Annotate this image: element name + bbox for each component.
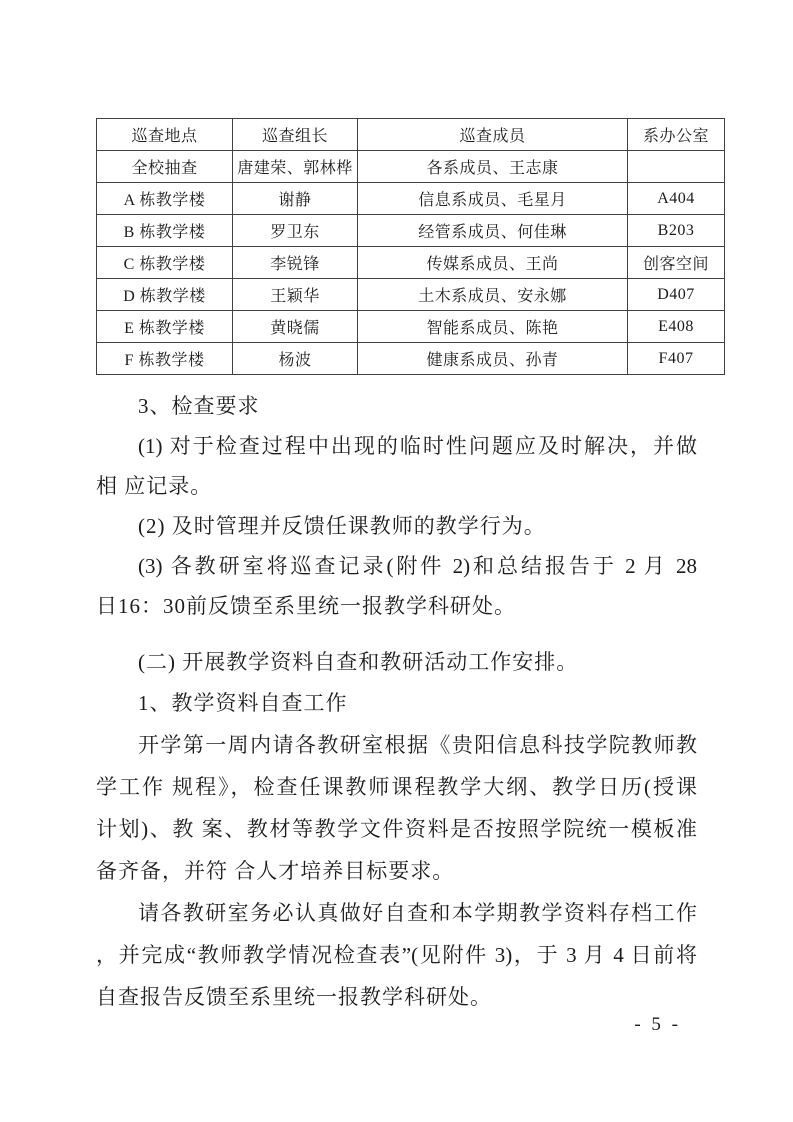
body-line: (3) 各教研室将巡查记录(附件 2)和总结报告于 2 月 28 <box>138 554 697 578</box>
page-number: - 5 - <box>634 1014 681 1035</box>
table-cell: F407 <box>628 343 725 375</box>
table-cell: A404 <box>628 183 725 215</box>
table-cell: 谢静 <box>233 183 358 215</box>
table-cell: 传媒系成员、王尚 <box>358 247 628 279</box>
body-line: 备齐备，并符 合人才培养目标要求。 <box>96 859 455 883</box>
table-row <box>97 311 725 343</box>
table-row <box>97 183 725 215</box>
table-header-row <box>97 119 725 151</box>
table-header-leader: 巡查组长 <box>233 119 358 151</box>
table-cell: 创客空间 <box>628 247 725 279</box>
table-row <box>97 151 725 183</box>
body-line: 请各教研室务必认真做好自查和本学期教学资料存档工作 <box>138 901 697 925</box>
table-cell: 罗卫东 <box>233 215 358 247</box>
table-cell: 经管系成员、何佳琳 <box>358 215 628 247</box>
table-row <box>97 343 725 375</box>
inspection-schedule-table <box>96 118 725 375</box>
table-cell: 各系成员、王志康 <box>358 151 628 183</box>
body-line: (1) 对于检查过程中出现的临时性问题应及时解决，并做 <box>138 434 697 458</box>
heading-section-two: (二) 开展教学资料自查和教研活动工作安排。 <box>138 650 579 674</box>
body-line: 日16：30前反馈至系里统一报教学科研处。 <box>96 594 516 618</box>
table-cell: 健康系成员、孙青 <box>358 343 628 375</box>
body-text <box>96 386 697 1018</box>
table-cell: D407 <box>628 279 725 311</box>
table-cell: 智能系成员、陈艳 <box>358 311 628 343</box>
table-header-members: 巡查成员 <box>358 119 628 151</box>
table-cell: 土木系成员、安永娜 <box>358 279 628 311</box>
heading-check-requirements: 3、检查要求 <box>138 394 260 418</box>
table-cell: 全校抽查 <box>97 151 233 183</box>
table-cell: B203 <box>628 215 725 247</box>
table-cell: 唐建荣、郭林桦 <box>233 151 358 183</box>
body-line: 开学第一周内请各教研室根据《贵阳信息科技学院教师教 <box>138 733 697 757</box>
heading-self-check: 1、教学资料自查工作 <box>138 691 348 715</box>
body-line: 相 应记录。 <box>96 474 213 498</box>
table-row <box>97 215 725 247</box>
table-cell: 王颖华 <box>233 279 358 311</box>
table-row <box>97 247 725 279</box>
table-cell: E 栋教学楼 <box>97 311 233 343</box>
table-cell: 李锐锋 <box>233 247 358 279</box>
table-cell: 杨波 <box>233 343 358 375</box>
table-cell: 信息系成员、毛星月 <box>358 183 628 215</box>
body-line: 自查报告反馈至系里统一报教学科研处。 <box>96 985 492 1009</box>
table-header-office: 系办公室 <box>628 119 725 151</box>
table-cell: 黄晓儒 <box>233 311 358 343</box>
body-line: 学工作 规程》，检查任课教师课程教学大纲、教学日历(授课 <box>96 775 697 799</box>
table-cell: D 栋教学楼 <box>97 279 233 311</box>
table-cell: F 栋教学楼 <box>97 343 233 375</box>
table-cell: A 栋教学楼 <box>97 183 233 215</box>
table-cell <box>628 151 725 183</box>
body-line: ，并完成“教师教学情况检查表”(见附件 3)，于 3 月 4 日前将 <box>96 943 697 967</box>
body-line: 计划)、教 案、教材等教学文件资料是否按照学院统一模板准 <box>96 817 697 841</box>
body-line: (2) 及时管理并反馈任课教师的教学行为。 <box>138 514 546 538</box>
table-row <box>97 279 725 311</box>
table-header-location: 巡查地点 <box>97 119 233 151</box>
table-cell: C 栋教学楼 <box>97 247 233 279</box>
table-cell: E408 <box>628 311 725 343</box>
table-cell: B 栋教学楼 <box>97 215 233 247</box>
